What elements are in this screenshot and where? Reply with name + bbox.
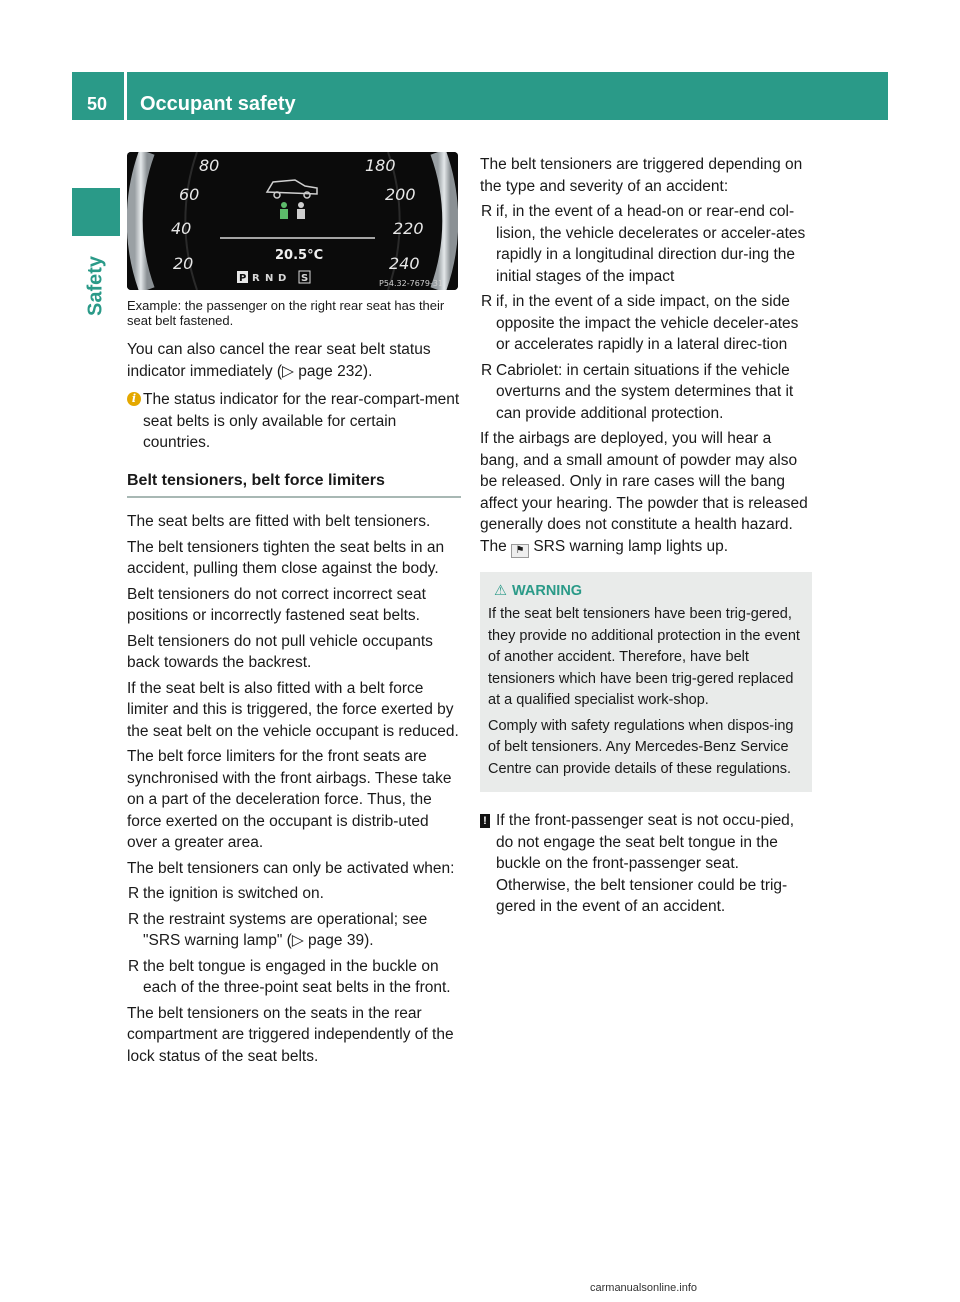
page-title: Occupant safety — [140, 93, 296, 115]
list-item-text: Cabriolet: in certain situations if the vehicle overturns and the system determines that it can provide additional protection. — [496, 361, 794, 422]
gauge-label: 20 — [173, 254, 194, 273]
gear-label: P — [239, 273, 247, 284]
warning-text: If the seat belt tensioners have been trig-gered, they provide no additional protection in the event of another accident. Therefore, have belt tensioners which have been trig-gered replaced at a qualified specialist work-shop. — [488, 606, 800, 708]
list-item-text: the ignition is switched on. — [143, 885, 324, 902]
paragraph: The belt tensioners are triggered depending on the type and severity of an accident: — [480, 156, 803, 195]
gear-label: N — [265, 273, 274, 284]
list-item-text: if, in the event of a head-on or rear-end col-lision, the vehicle decelerates or acceler-ates rapidly in a longitudinal direction dur-ing the initial stages of the impact — [496, 203, 806, 285]
bullet-marker: R — [481, 361, 493, 379]
paragraph: The belt force limiters for the front seats are synchronised with the front airbags. These take on a part of the deceleration force. Thus, the force exerted on the occupant is distrib-uted over a greater area. — [127, 748, 452, 851]
figure-caption: Example: the passenger on the right rear seat has their seat belt fastened. — [127, 298, 445, 328]
list-item — [127, 909, 461, 952]
gauge-label: 220 — [393, 219, 424, 238]
paragraph: The seat belts are fitted with belt tensioners. — [127, 513, 431, 530]
paragraph-text: If the airbags are deployed, you will hear a bang, and a small amount of powder may also be released. Only in rare cases will the bang affect your hearing. The powder that is released generally does not constitute a health hazard. The — [480, 430, 808, 555]
paragraph: The belt tensioners on the seats in the rear compartment are triggered independently of the lock status of the seat belts. — [127, 1004, 454, 1065]
paragraph-text: SRS warning lamp lights up. — [533, 537, 729, 555]
list-item — [127, 883, 461, 905]
bullet-marker: R — [128, 910, 140, 928]
gauge-label: 80 — [199, 156, 220, 175]
gear-label: D — [278, 273, 287, 284]
paragraph: You can also cancel the rear seat belt status indicator immediately (▷ page 232). — [127, 341, 431, 380]
gear-label: R — [252, 273, 260, 284]
paragraph: The belt tensioners can only be activated when: — [127, 859, 455, 877]
srs-warning-lamp-icon: ⚑ — [511, 544, 529, 558]
warning-heading — [488, 581, 804, 603]
list-item — [480, 291, 812, 356]
info-note — [127, 389, 461, 454]
section-heading: Belt tensioners, belt force limiters — [127, 470, 461, 499]
info-note-text: The status indicator for the rear-compart-ment seat belts is only available for certain countries. — [143, 391, 460, 451]
right-column — [480, 154, 812, 918]
bullet-marker: R — [128, 885, 140, 902]
bullet-marker: R — [128, 957, 140, 975]
header-separator — [124, 72, 127, 120]
warning-triangle-icon: ⚠ — [494, 582, 507, 599]
gauge-label: 240 — [389, 254, 420, 273]
warning-title: WARNING — [512, 582, 583, 599]
instrument-cluster-image — [127, 152, 458, 290]
paragraph: Belt tensioners do not correct incorrect seat positions or incorrectly fastened seat belts. — [127, 585, 426, 624]
paragraph: Belt tensioners do not pull vehicle occupants back towards the backrest. — [127, 632, 433, 671]
gauge-label: 60 — [179, 185, 200, 204]
list-item-text: the belt tongue is engaged in the buckle on each of the three-point seat belts in the front. — [143, 957, 451, 996]
exclamation-icon: ! — [480, 814, 490, 828]
section-label — [72, 246, 120, 326]
page-number: 50 — [86, 94, 108, 114]
gauge-label: 40 — [171, 219, 192, 238]
gauge-label: 200 — [385, 185, 416, 204]
watermark: carmanualsonline.info — [590, 1282, 698, 1294]
bullet-marker: R — [481, 203, 493, 220]
list-item — [480, 201, 812, 287]
list-item-text: if, in the event of a side impact, on the side opposite the impact the vehicle deceler-ates or accelerates rapidly in a lateral direc-tion — [496, 293, 799, 353]
gear-label: S — [301, 273, 309, 284]
figure-reference-code: P54.32-7679-31 — [379, 279, 444, 288]
caution-note — [480, 810, 812, 918]
paragraph: The belt tensioners tighten the seat belts in an accident, pulling them close against the body. — [127, 538, 445, 577]
section-marker — [72, 188, 120, 236]
warning-text: Comply with safety regulations when dispos-ing of belt tensioners. Any Mercedes-Benz Service Centre can provide details of these regulations. — [488, 717, 794, 777]
paragraph: If the seat belt is also fitted with a belt force limiter and this is triggered, the force exerted by the seat belt on the vehicle occupant is reduced. — [127, 679, 459, 740]
bullet-marker: R — [481, 293, 493, 310]
gauge-label: 180 — [365, 156, 396, 175]
warning-box — [480, 572, 812, 793]
left-column — [127, 152, 461, 1071]
list-item-text: the restraint systems are operational; see "SRS warning lamp" (▷ page 39). — [143, 910, 428, 949]
list-item — [480, 360, 812, 425]
info-icon: i — [127, 392, 141, 406]
paragraph — [480, 428, 812, 558]
caution-note-text: If the front-passenger seat is not occu-pied, do not engage the seat belt tongue in the buckle on the front-passenger seat. Otherwise, the belt tensioner could be trig-gered in the event of an accident. — [496, 812, 795, 915]
section-label-text: Safety — [84, 255, 107, 317]
temperature-readout: 20.5°C — [275, 248, 324, 263]
list-item — [127, 956, 461, 999]
